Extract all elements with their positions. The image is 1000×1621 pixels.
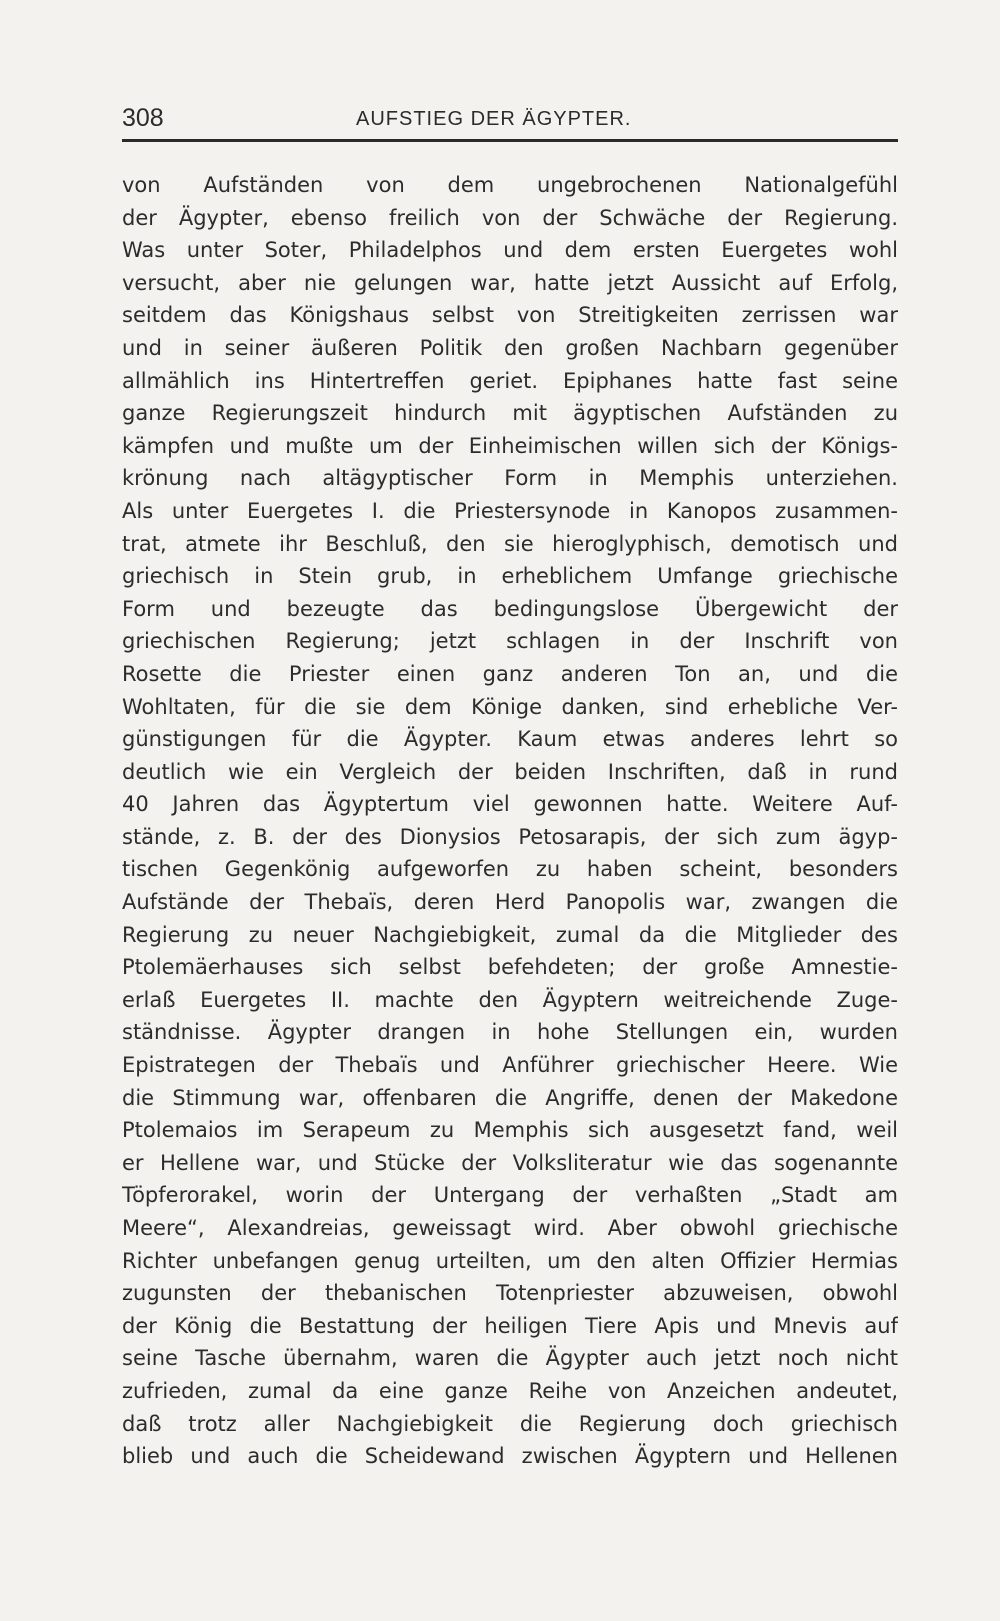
text-line: deutlich wie ein Vergleich der beiden Inschriften, daß in rund	[122, 759, 898, 784]
text-line: zufrieden, zumal da eine ganze Reihe von Anzeichen andeutet,	[122, 1378, 898, 1403]
text-line: allmählich ins Hintertreffen geriet. Epiphanes hatte fast seine	[122, 368, 898, 393]
text-line: erlaß Euergetes II. machte den Ägyptern weitreichende Zuge-	[122, 987, 898, 1012]
body-text	[122, 169, 898, 1473]
text-line: griechischen Regierung; jetzt schlagen in der Inschrift von	[122, 629, 898, 654]
text-line: ständnisse. Ägypter drangen in hohe Stellungen ein, wurden	[122, 1020, 898, 1045]
text-line: Als unter Euergetes I. die Priestersynode in Kanopos zusammen-	[122, 498, 898, 523]
text-line: Regierung zu neuer Nachgiebigkeit, zumal da die Mitglieder des	[122, 922, 898, 947]
text-line: günstigungen für die Ägypter. Kaum etwas anderes lehrt so	[122, 727, 898, 752]
text-line: Rosette die Priester einen ganz anderen Ton an, und die	[122, 661, 898, 686]
text-line: seitdem das Königshaus selbst von Streitigkeiten zerrissen war	[122, 303, 898, 328]
text-line: von Aufständen von dem ungebrochenen Nationalgefühl	[122, 173, 898, 197]
text-line: daß trotz aller Nachgiebigkeit die Regierung doch griechisch	[122, 1411, 898, 1436]
text-line: Wohltaten, für die sie dem Könige danken, sind erhebliche Ver-	[122, 694, 898, 719]
header-rule	[122, 139, 898, 142]
text-line: Ptolemäerhauses sich selbst befehdeten; der große Amnestie-	[122, 955, 898, 980]
running-head: AUFSTIEG DER ÄGYPTER.	[356, 108, 632, 130]
text-line: kämpfen und mußte um der Einheimischen willen sich der Königs-	[122, 433, 898, 458]
text-line: ganze Regierungszeit hindurch mit ägyptischen Aufständen zu	[122, 401, 898, 426]
text-line: Meere“, Alexandreias, geweissagt wird. Aber obwohl griechische	[122, 1216, 898, 1240]
text-line: er Hellene war, und Stücke der Volksliteratur wie das sogenannte	[122, 1150, 898, 1175]
text-line: stände, z. B. der des Dionysios Petosarapis, der sich zum ägyp-	[122, 824, 898, 849]
text-line: Richter unbefangen genug urteilten, um den alten Offizier Hermias	[122, 1248, 898, 1273]
text-line: Was unter Soter, Philadelphos und dem ersten Euergetes wohl	[122, 238, 898, 263]
text-line: blieb und auch die Scheidewand zwischen Ägyptern und Hellenen	[122, 1444, 898, 1469]
text-line: Ptolemaios im Serapeum zu Memphis sich ausgesetzt fand, weil	[122, 1118, 898, 1143]
text-line: Aufstände der Thebaïs, deren Herd Panopolis war, zwangen die	[122, 890, 898, 915]
page-number: 308	[122, 104, 164, 132]
text-line: tischen Gegenkönig aufgeworfen zu haben scheint, besonders	[122, 857, 898, 882]
text-line: trat, atmete ihr Beschluß, den sie hieroglyphisch, demotisch und	[122, 531, 898, 556]
text-line: griechisch in Stein grub, in erheblichem Umfange griechische	[122, 564, 898, 589]
text-line: Form und bezeugte das bedingungslose Übergewicht der	[122, 596, 898, 621]
text-line: die Stimmung war, offenbaren die Angriffe, denen der Makedone	[122, 1085, 898, 1110]
text-line: versucht, aber nie gelungen war, hatte jetzt Aussicht auf Erfolg,	[122, 270, 898, 295]
text-line: und in seiner äußeren Politik den großen Nachbarn gegenüber	[122, 335, 898, 360]
text-line: Epistrategen der Thebaïs und Anführer griechischer Heere. Wie	[122, 1053, 898, 1078]
text-line: 40 Jahren das Ägyptertum viel gewonnen hatte. Weitere Auf-	[122, 792, 898, 817]
text-line: zugunsten der thebanischen Totenpriester abzuweisen, obwohl	[122, 1281, 898, 1306]
text-line: Töpferorakel, worin der Untergang der verhaßten „Stadt am	[122, 1183, 898, 1208]
text-line: seine Tasche übernahm, waren die Ägypter auch jetzt noch nicht	[122, 1346, 898, 1371]
page-header	[122, 104, 898, 140]
text-line: der König die Bestattung der heiligen Tiere Apis und Mnevis auf	[122, 1313, 898, 1338]
text-line: krönung nach altägyptischer Form in Memphis unterziehen.	[122, 466, 898, 491]
text-line: der Ägypter, ebenso freilich von der Schwäche der Regierung.	[122, 205, 898, 230]
